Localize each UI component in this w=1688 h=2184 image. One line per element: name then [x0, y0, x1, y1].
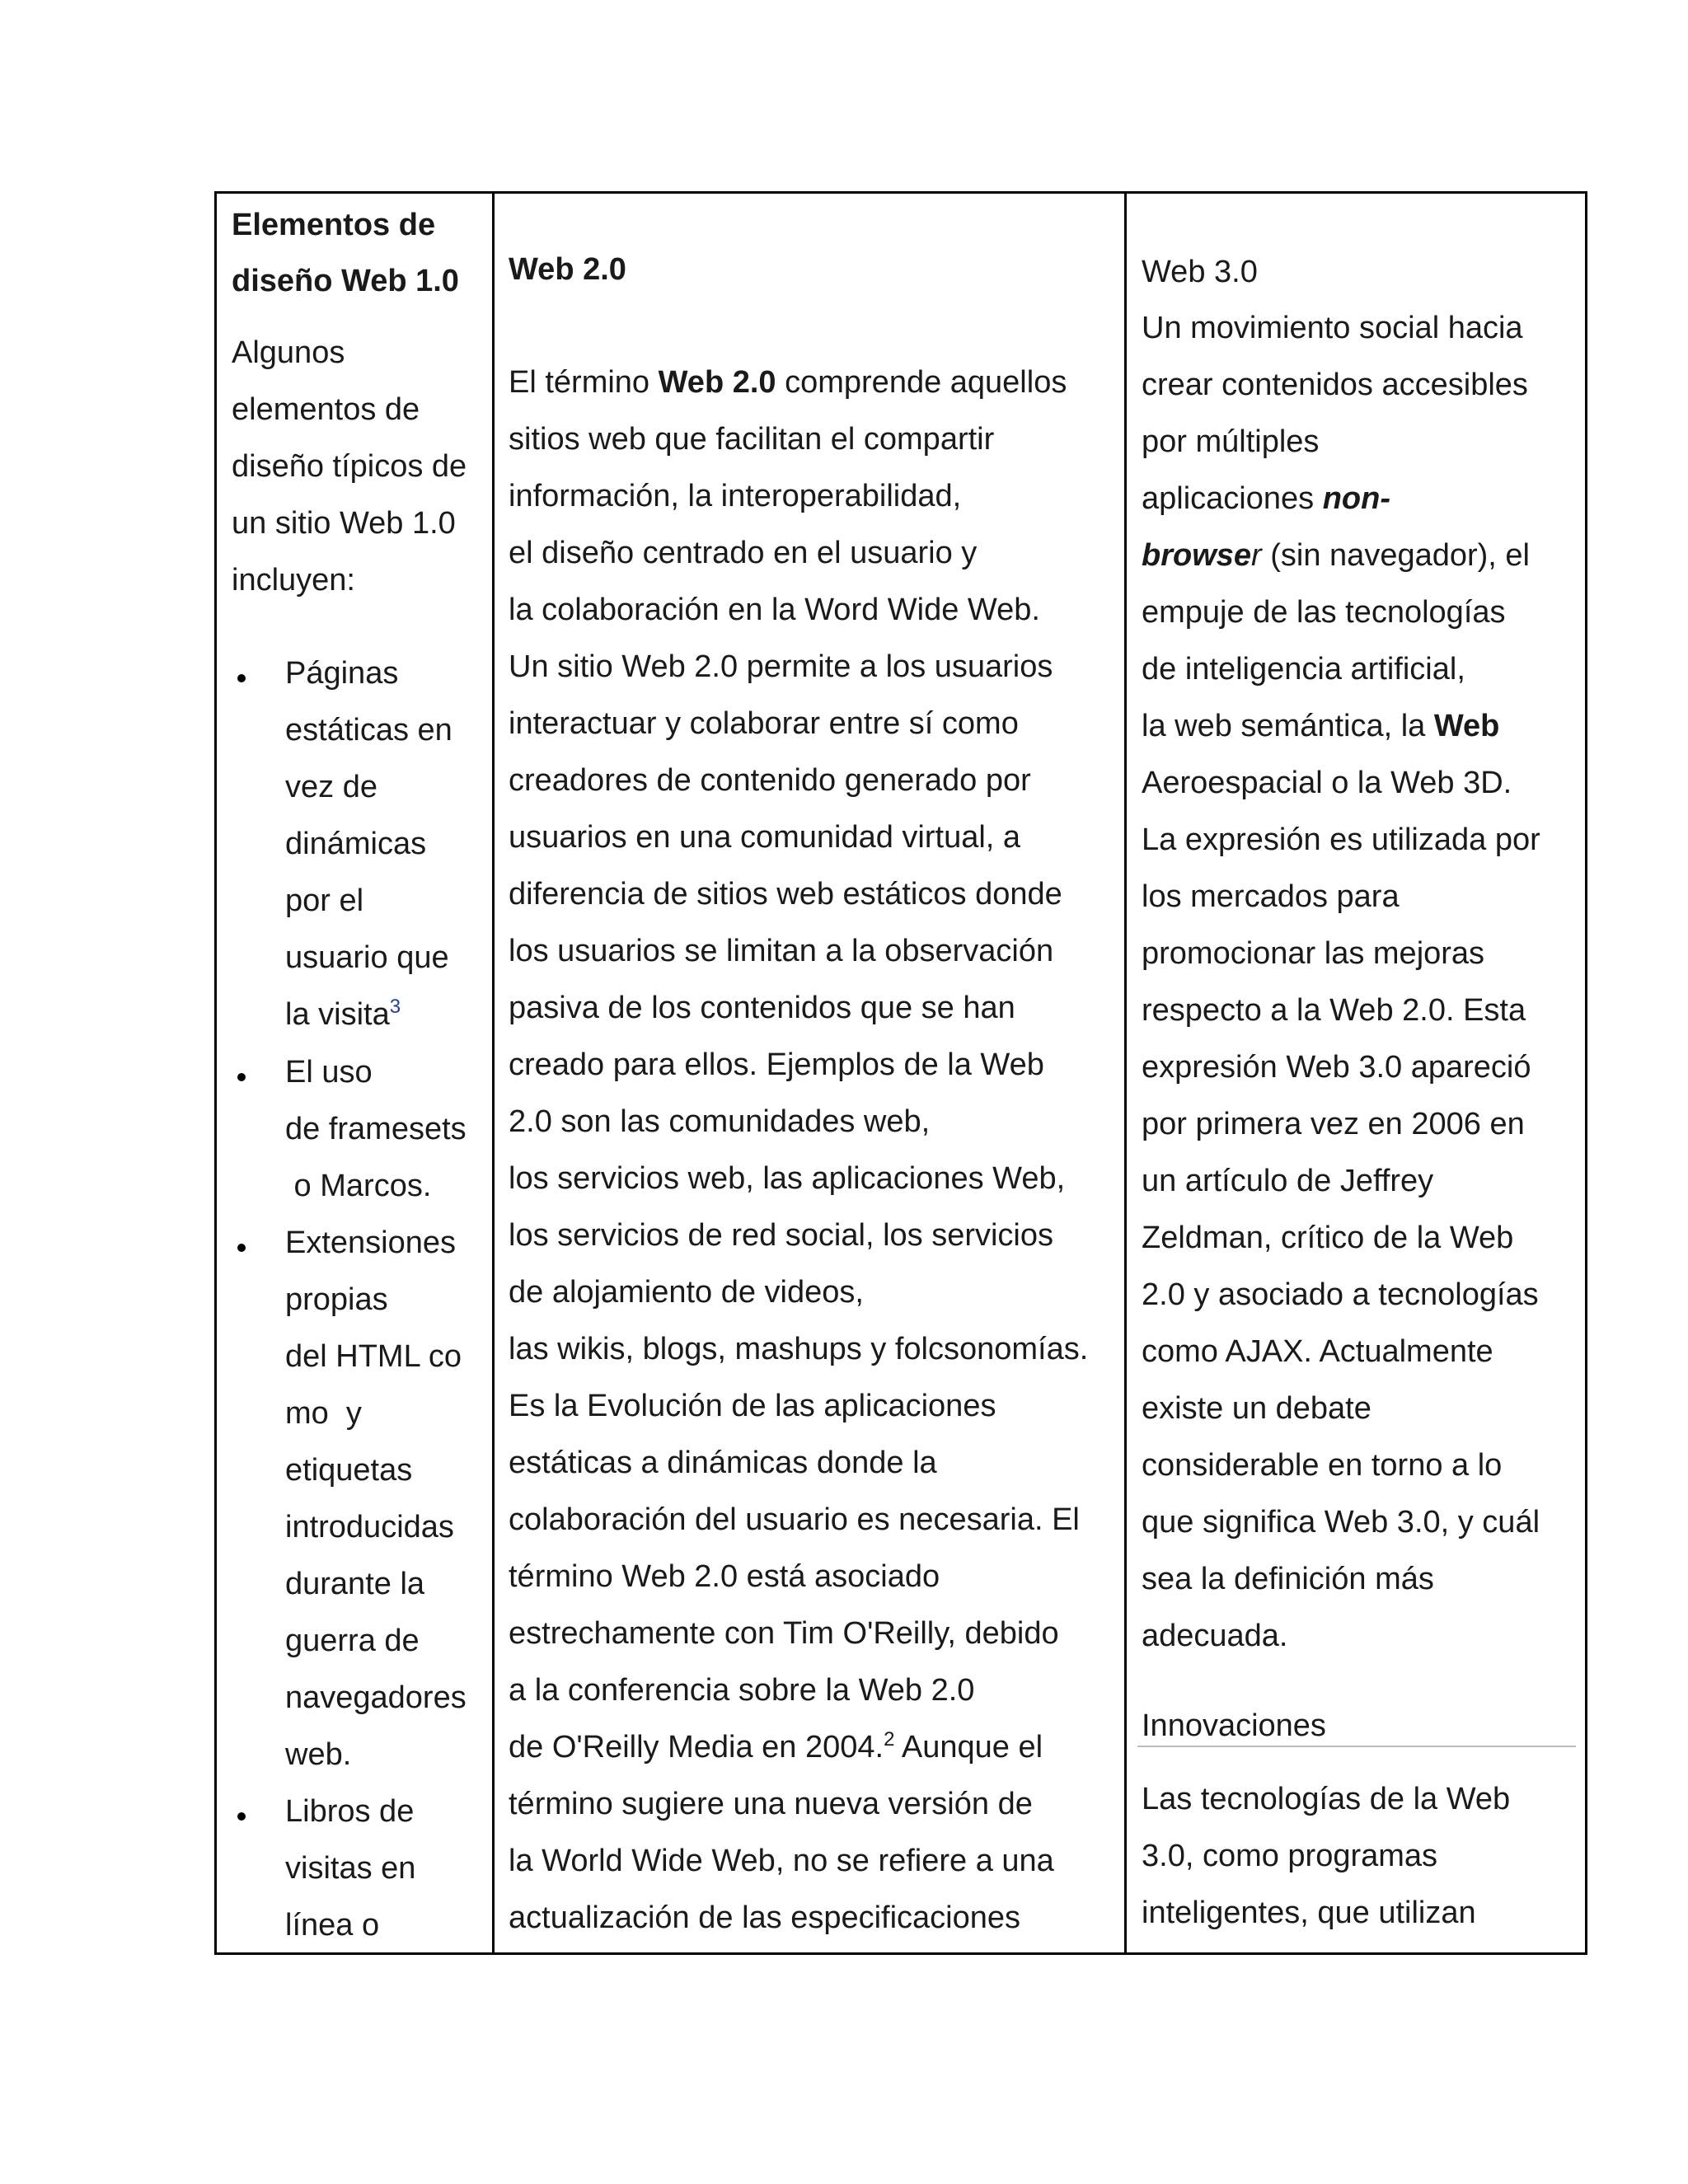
- innovaciones-heading: Innovaciones: [1142, 1708, 1326, 1743]
- web1-intro-line: elementos de: [232, 392, 420, 427]
- bullet2-line: o Marcos.: [285, 1169, 432, 1203]
- web3-heading: Web 3.0: [1142, 255, 1258, 289]
- web2-line: información, la interoperabilidad,: [509, 479, 962, 513]
- bullet1-last-line: [285, 996, 401, 1033]
- web2-line: la colaboración en la Word Wide Web.: [509, 593, 1040, 627]
- web3-line: un artículo de Jeffrey: [1142, 1164, 1434, 1198]
- web3-line: Aeroespacial o la Web 3D.: [1142, 766, 1512, 800]
- web3-browser-post: (sin navegador), el: [1261, 538, 1530, 573]
- web3-line: sea la definición más: [1142, 1562, 1434, 1596]
- web3-line: Un movimiento social hacia: [1142, 311, 1523, 345]
- web3-line: de inteligencia artificial,: [1142, 652, 1465, 687]
- web2-line: [509, 363, 1067, 401]
- bullet1-line: Páginas: [285, 656, 399, 691]
- web2-line1-pre: El término: [509, 365, 659, 400]
- bullet2-line: El uso: [285, 1055, 373, 1090]
- web2-line: creado para ellos. Ejemplos de la Web: [509, 1047, 1044, 1082]
- bullet-icon: [237, 1812, 246, 1821]
- web3-line: [1142, 537, 1530, 574]
- section-divider: [1137, 1746, 1576, 1747]
- web2-line: [509, 1728, 1043, 1766]
- web2-line: los usuarios se limitan a la observación: [509, 934, 1054, 968]
- web2-line: pasiva de los contenidos que se han: [509, 991, 1015, 1025]
- web1-heading-line1: Elementos de: [232, 208, 436, 242]
- web3-line: [1142, 707, 1499, 745]
- bullet3-line: etiquetas: [285, 1453, 413, 1488]
- web3-line: Las tecnologías de la Web: [1142, 1782, 1511, 1816]
- web2-line: diferencia de sitios web estáticos donde: [509, 877, 1062, 912]
- web3-browser-italic: r: [1251, 538, 1262, 573]
- web2-line: estáticas a dinámicas donde la: [509, 1446, 937, 1480]
- bullet3-line: mo y: [285, 1396, 362, 1431]
- web3-line: adecuada.: [1142, 1619, 1288, 1653]
- web3-line: empuje de las tecnologías: [1142, 595, 1506, 630]
- web3-line: 2.0 y asociado a tecnologías: [1142, 1277, 1539, 1312]
- web2-term-bold: Web 2.0: [658, 365, 776, 400]
- web2-line1-post: comprende aquellos: [776, 365, 1067, 400]
- bullet3-line: introducidas: [285, 1510, 454, 1544]
- bullet1-line: estáticas en: [285, 713, 452, 748]
- web2-line24-post: Aunque el: [894, 1730, 1043, 1765]
- web2-line: sitios web que facilitan el compartir: [509, 422, 995, 457]
- bullet3-line: web.: [285, 1737, 352, 1772]
- web2-line: interactuar y colaborar entre sí como: [509, 706, 1019, 741]
- bullet-icon: [237, 1244, 246, 1252]
- web2-line: término Web 2.0 está asociado: [509, 1559, 940, 1594]
- bullet4-line: visitas en: [285, 1851, 416, 1886]
- web3-line: inteligentes, que utilizan: [1142, 1896, 1476, 1930]
- web3-line: Zeldman, crítico de la Web: [1142, 1221, 1514, 1255]
- bullet3-line: propias: [285, 1282, 388, 1317]
- footnote-ref-3[interactable]: 3: [389, 996, 401, 1018]
- bullet3-line: Extensiones: [285, 1226, 457, 1260]
- bullet1-line: usuario que: [285, 940, 449, 975]
- web2-line: actualización de las especificaciones: [509, 1900, 1021, 1935]
- web2-line: la World Wide Web, no se refiere a una: [509, 1844, 1054, 1878]
- web1-intro-line: incluyen:: [232, 563, 355, 598]
- web1-column: [217, 194, 495, 1952]
- web3-line: 3.0, como programas: [1142, 1839, 1438, 1873]
- web3-line: que significa Web 3.0, y cuál: [1142, 1505, 1540, 1540]
- web2-line: colaboración del usuario es necesaria. El: [509, 1502, 1080, 1537]
- bullet3-line: guerra de: [285, 1624, 420, 1658]
- web3-line: como AJAX. Actualmente: [1142, 1334, 1493, 1369]
- footnote-ref-2[interactable]: 2: [884, 1728, 895, 1750]
- web3-line: por múltiples: [1142, 424, 1320, 459]
- bullet1-line: dinámicas: [285, 827, 427, 861]
- web3-apps-pre: aplicaciones: [1142, 481, 1323, 516]
- web3-line: respecto a la Web 2.0. Esta: [1142, 993, 1526, 1028]
- web2-heading: Web 2.0: [509, 252, 626, 287]
- web2-line: Un sitio Web 2.0 permite a los usuarios: [509, 649, 1053, 684]
- bullet3-line: durante la: [285, 1567, 425, 1601]
- web2-line: a la conferencia sobre la Web 2.0: [509, 1673, 975, 1708]
- comparison-table: [214, 191, 1587, 1955]
- web2-line: estrechamente con Tim O'Reilly, debido: [509, 1616, 1059, 1651]
- web3-line: [1142, 480, 1390, 518]
- web3-line: La expresión es utilizada por: [1142, 823, 1540, 857]
- bullet4-line: Libros de: [285, 1794, 415, 1829]
- web3-column: [1127, 194, 1585, 1952]
- bullet4-line: línea o: [285, 1908, 380, 1943]
- web2-line24-pre: de O'Reilly Media en 2004.: [509, 1730, 884, 1765]
- web2-line: de alojamiento de videos,: [509, 1275, 864, 1310]
- web3-line: expresión Web 3.0 apareció: [1142, 1050, 1531, 1085]
- web1-intro-line: un sitio Web 1.0: [232, 506, 456, 541]
- web2-line: usuarios en una comunidad virtual, a: [509, 820, 1021, 855]
- bullet-icon: [237, 674, 246, 682]
- web3-non-bold: non-: [1322, 481, 1390, 516]
- web1-intro-line: diseño típicos de: [232, 449, 467, 484]
- web3-sem-pre: la web semántica, la: [1142, 709, 1434, 743]
- web2-line: Es la Evolución de las aplicaciones: [509, 1389, 996, 1423]
- web2-column: [495, 194, 1127, 1952]
- bullet-icon: [237, 1073, 246, 1081]
- web3-browser-bold: browse: [1142, 538, 1252, 573]
- web2-line: los servicios web, las aplicaciones Web,: [509, 1161, 1066, 1196]
- bullet3-line: del HTML co: [285, 1339, 462, 1374]
- web3-line: por primera vez en 2006 en: [1142, 1107, 1525, 1141]
- web3-line: considerable en torno a lo: [1142, 1448, 1503, 1483]
- web2-line: 2.0 son las comunidades web,: [509, 1104, 931, 1139]
- bullet1-line: vez de: [285, 770, 377, 804]
- web2-line: los servicios de red social, los servicios: [509, 1218, 1054, 1253]
- web3-line: existe un debate: [1142, 1391, 1372, 1426]
- web2-line: creadores de contenido generado por: [509, 763, 1031, 798]
- web3-line: promocionar las mejoras: [1142, 936, 1485, 971]
- web3-line: los mercados para: [1142, 879, 1400, 914]
- bullet2-line: de framesets: [285, 1112, 467, 1146]
- web3-web-bold: Web: [1433, 709, 1500, 743]
- bullet1-text: la visita: [285, 997, 390, 1032]
- web1-heading-line2: diseño Web 1.0: [232, 264, 459, 298]
- web2-line: término sugiere una nueva versión de: [509, 1787, 1033, 1821]
- web3-line: crear contenidos accesibles: [1142, 368, 1528, 402]
- web2-line: el diseño centrado en el usuario y: [509, 536, 978, 570]
- web2-line: las wikis, blogs, mashups y folcsonomías.: [509, 1332, 1089, 1366]
- bullet1-line: por el: [285, 883, 364, 918]
- bullet3-line: navegadores: [285, 1680, 467, 1715]
- web1-intro-line: Algunos: [232, 335, 345, 370]
